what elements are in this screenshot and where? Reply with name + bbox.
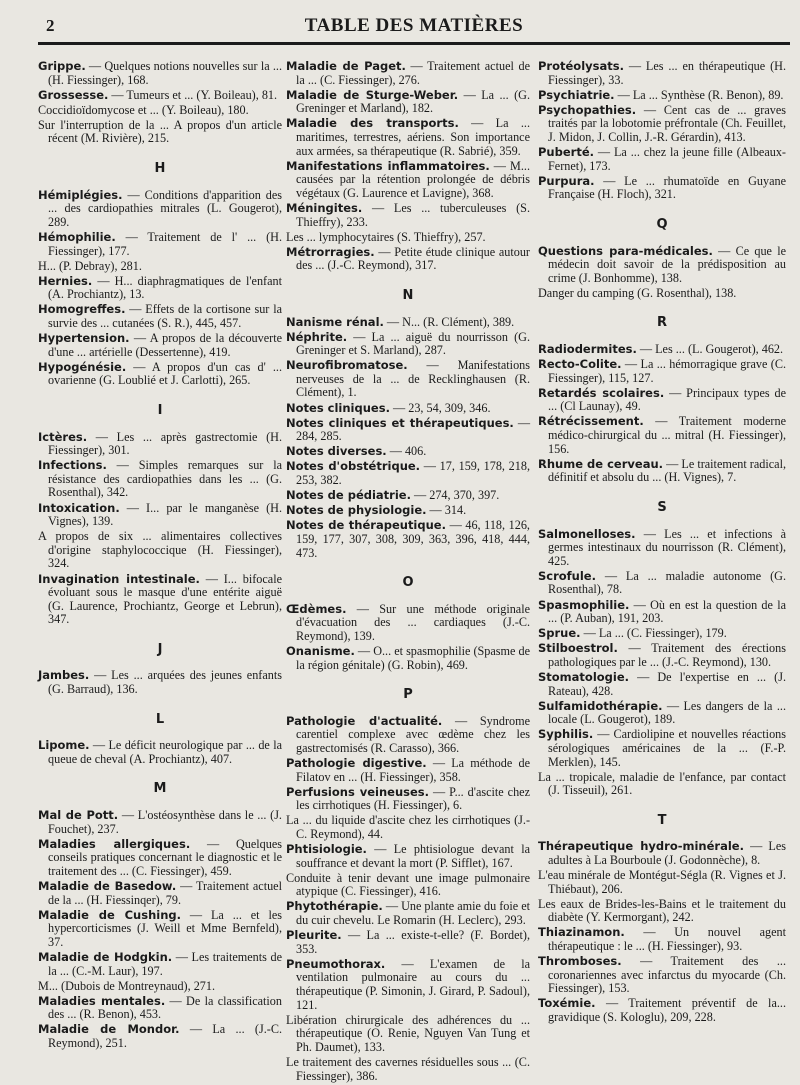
index-text: — La ... maritimes, terrestres, aériens. Son importance aux armées, sa thérapeutique (R. Sabrié), 359. (296, 116, 530, 158)
index-text: — Le déficit neurologique par ... de la queue de cheval (A. Prochiantz), 407. (48, 738, 282, 766)
index-entry (286, 359, 530, 400)
index-entry (38, 739, 282, 766)
index-term: Grossesse. (38, 87, 109, 102)
index-entry (538, 458, 786, 485)
index-term: Grippe. (38, 59, 86, 73)
index-text: — L'examen de la ventilation pulmonaire au cours du ... thérapeutique (P. Simonin, J. Girard, P. Sadoul), 121. (296, 956, 530, 1012)
index-entry (286, 757, 530, 784)
index-entry (286, 402, 530, 416)
index-text: — Le traitement radical, définitif et absolu du ... (H. Vignes), 7. (548, 456, 786, 485)
index-entry (286, 246, 530, 273)
index-text: — Traitement des érections pathologiques par le ... (J.-C. Reymond), 130. (548, 641, 786, 669)
index-entry (538, 60, 786, 87)
index-entry (286, 316, 530, 330)
index-term: Thromboses. (538, 954, 622, 969)
page-title: TABLE DES MATIÈRES (304, 15, 524, 36)
index-term: Recto-Colite. (538, 357, 622, 372)
index-entry (286, 900, 530, 927)
index-entry (538, 627, 786, 641)
index-term: Intoxication. (38, 500, 120, 515)
index-subentry (538, 771, 786, 798)
index-term: Maladie de Paget. (286, 59, 406, 73)
index-term: Psychiatrie. (538, 87, 615, 102)
index-text: — O... et spasmophilie (Spasme de la région génitale) (G. Robin), 469. (296, 643, 530, 672)
index-term: Toxémie. (538, 996, 596, 1011)
index-text: — Une plante amie du foie et du cuir chevelu. Le Romarin (H. Leclerc), 293. (296, 899, 530, 928)
index-entry (538, 671, 786, 698)
index-text: — La ... existe-t-elle? (F. Bordet), 353. (296, 928, 530, 956)
index-term: Hypertension. (38, 331, 130, 346)
index-subentry (38, 260, 282, 274)
index-subentry (538, 287, 786, 301)
index-text: — Manifestations nerveuses de la ... de Recklinghausen (R. Clément), 1. (296, 358, 530, 400)
index-text: — Les ... en thérapeutique (H. Fiessinger), 33. (548, 59, 786, 87)
index-text: — Traitement moderne médico-chirurgical du ... mitral (H. Fiessinger), 156. (548, 414, 786, 456)
index-subentry (286, 489, 530, 503)
index-term: Rhume de cerveau. (538, 456, 664, 471)
index-text: — La ... et les hypercorticismes (J. Weill et Mme Bernfeld), 37. (48, 907, 282, 949)
index-text: — La ... Synthèse (R. Benon), 89. (614, 87, 784, 102)
index-entry (538, 955, 786, 996)
index-subentry (286, 872, 530, 899)
index-entry (38, 431, 282, 458)
index-entry (38, 332, 282, 359)
index-text: Sur l'interruption de la ... A propos d'un article récent (M. Rivière), 215. (38, 117, 282, 146)
index-term: Maladies allergiques. (38, 836, 191, 851)
index-text: — 284, 285. (296, 415, 531, 444)
index-term: Œdèmes. (286, 601, 347, 616)
index-text: Conduite à tenir devant une image pulmonaire atypique (C. Fiessinger), 416. (286, 870, 530, 899)
index-entry (286, 160, 530, 201)
index-text: — Les ... (L. Gougerot), 462. (636, 342, 784, 356)
index-entry (38, 459, 282, 500)
index-term: Purpura. (538, 173, 595, 188)
index-entry (538, 728, 786, 769)
index-term: Puberté. (538, 145, 594, 160)
index-column-2 (286, 60, 530, 1085)
index-subentry (538, 869, 786, 896)
index-term: Pathologie d'actualité. (286, 713, 443, 728)
index-term: Rétrécissement. (538, 414, 644, 429)
index-term: Hernies. (38, 273, 93, 288)
index-entry (38, 231, 282, 258)
index-text: — La ... (G. Greninger et Marland), 182. (296, 87, 530, 116)
index-text: Coccidioïdomycose et ... (Y. Boileau), 180. (38, 102, 249, 117)
index-text: — 17, 159, 178, 218, 253, 382. (296, 459, 530, 488)
index-entry (286, 202, 530, 229)
index-text: — Quelques notions nouvelles sur la ... (H. Fiessinger), 168. (48, 59, 282, 87)
index-entry (38, 838, 282, 879)
index-entry (38, 502, 282, 529)
index-term: Protéolysats. (538, 59, 624, 73)
index-term: Pleurite. (286, 928, 342, 943)
index-term: Stilboestrol. (538, 641, 618, 656)
index-term: Maladie des transports. (286, 116, 459, 131)
index-entry (538, 700, 786, 727)
index-term: Spasmophilie. (538, 597, 630, 612)
index-subentry (38, 119, 282, 146)
index-entry (38, 573, 282, 627)
index-entry (38, 995, 282, 1022)
index-text: — Sur une méthode originale d'évacuation des ... cardiaques (J.-C. Reymond), 139. (296, 601, 530, 643)
index-term: Salmonelloses. (538, 526, 636, 541)
index-term: Stomatologie. (538, 669, 630, 684)
index-entry (286, 60, 530, 87)
index-entry (38, 909, 282, 950)
index-text: — La ... maladie autonome (G. Rosenthal), 78. (548, 568, 786, 597)
index-entry (286, 715, 530, 756)
index-term: Notes d'obstétrique. (286, 459, 421, 474)
index-entry (38, 809, 282, 836)
index-entry (538, 528, 786, 569)
index-term: Infections. (38, 458, 107, 473)
index-text: — Effets de la cortisone sur la survie des ... cutanées (S. R.), 445, 457. (48, 302, 282, 330)
section-letter: H (154, 161, 166, 177)
index-entry (286, 117, 530, 158)
index-entry (38, 669, 282, 696)
index-text: — Cent cas de ... graves traités par la lobotomie préfrontale (Ch. Feuillet, J. Midon, J. Collin, J.-R. Gérardin), 413. (548, 102, 786, 144)
index-subentry (286, 814, 530, 841)
index-text: — N... (R. Clément), 389. (383, 314, 515, 329)
index-text: — Simples remarques sur la résistance des cardiopathies dans les ... (G. Rosenthal), 342. (48, 458, 282, 500)
index-text: — La ... aiguë du nourrisson (G. Greninger et S. Marland), 287. (296, 329, 530, 358)
section-letter: T (657, 812, 667, 828)
index-text: — Un nouvel agent thérapeutique : le ... (H. Fiessinger), 93. (548, 925, 786, 954)
index-entry (286, 843, 530, 870)
index-text: — La ... hémorragique grave (C. Fiessinger), 115, 127. (548, 357, 786, 385)
index-text: La ... du liquide d'ascite chez les cirrhotiques (J.-C. Reymond), 44. (286, 813, 530, 841)
index-term: Manifestations inflammatoires. (286, 158, 490, 173)
section-letter: P (403, 687, 413, 703)
index-text: — La ... chez la jeune fille (Albeaux-Fernet), 173. (548, 145, 786, 173)
index-subentry (286, 1014, 530, 1055)
index-entry (286, 417, 530, 444)
index-entry (38, 189, 282, 230)
index-term: Retardés scolaires. (538, 385, 665, 400)
index-term: Invagination intestinale. (38, 571, 200, 586)
index-term: Maladie de Basedow. (38, 879, 177, 893)
index-text: — 46, 118, 126, 159, 177, 307, 308, 309, 363, 396, 418, 444, 473. (296, 518, 530, 560)
index-term: Néphrite. (286, 329, 348, 344)
index-entry (286, 958, 530, 1012)
section-letter: J (157, 641, 163, 657)
index-column-1 (38, 60, 282, 1052)
index-entry (38, 361, 282, 388)
index-term: Phtisiologie. (286, 842, 367, 857)
index-term: Nanisme rénal. (286, 314, 384, 329)
index-term: Neurofibromatose. (286, 358, 408, 373)
index-text: — Le phtisiologue devant la souffrance et devant la mort (P. Sifflet), 167. (296, 842, 530, 870)
index-term: Pneumothorax. (286, 956, 386, 971)
index-text: Les ... lymphocytaires (S. Thieffry), 257. (286, 229, 486, 244)
index-text: — A propos d'un cas d' ... ovarienne (G. Loublié et J. Carlotti), 265. (48, 359, 282, 388)
index-text: — Traitement de l' ... (H. Fiessinger), 177. (48, 229, 282, 258)
index-term: Maladie de Cushing. (38, 907, 181, 922)
index-term: Notes de thérapeutique. (286, 518, 446, 533)
index-term: Homogreffes. (38, 302, 126, 317)
index-text: Les eaux de Brides-les-Bains et le traitement du diabète (Y. Kermorgant), 242. (538, 896, 786, 925)
index-entry (538, 104, 786, 145)
index-text: — Quelques conseils pratiques concernant le diagnostic et le traitement des ... (C. Fiessinger), 459. (48, 836, 283, 878)
index-subentry (538, 898, 786, 925)
index-term: Questions para-médicales. (538, 243, 713, 258)
index-text: — De la classification des ... (R. Benon), 453. (48, 993, 282, 1022)
index-text: — H... diaphragmatiques de l'enfant (A. Prochiantz), 13. (48, 273, 282, 302)
section-letter: N (402, 287, 414, 303)
index-subentry (286, 460, 530, 487)
index-text: — Les traitements de la ... (C.-M. Laur), 197. (48, 949, 283, 978)
index-text: — Traitement actuel de la ... (H. Fiessinqer), 79. (48, 879, 282, 907)
index-subentry (38, 104, 282, 118)
index-entry (38, 951, 282, 978)
index-text: — Traitement des ... coronariennes avec infarctus du myocarde (Ch. Fiessinger), 153. (548, 954, 786, 996)
index-subentry (38, 530, 282, 571)
index-entry (286, 331, 530, 358)
index-entry (538, 175, 786, 202)
index-text: — Les ... et infections à germes intestinaux du nourrisson (R. Clément), 425. (548, 526, 786, 568)
index-term: Notes diverses. (286, 444, 387, 459)
index-text: — A propos de la découverte d'une ... artérielle (Dessertenne), 419. (48, 331, 282, 359)
index-entry (538, 387, 786, 414)
index-text: Le traitement des cavernes résiduelles sous ... (C. Fiessinger), 386. (286, 1055, 530, 1083)
index-column-3 (538, 60, 786, 1026)
index-subentry (286, 231, 530, 245)
index-entry (286, 929, 530, 956)
index-text: — Les ... arquées des jeunes enfants (G. Barraud), 136. (48, 668, 282, 697)
index-term: Radiodermites. (538, 342, 637, 356)
index-text: — 406. (386, 444, 427, 459)
index-text: — 274, 370, 397. (410, 488, 500, 503)
index-entry (538, 415, 786, 456)
index-term: Syphilis. (538, 727, 594, 742)
index-text: L'eau minérale de Montégut-Ségla (R. Vignes et J. Thiébaut), 206. (538, 868, 786, 896)
index-text: — Les dangers de la ... locale (L. Gougerot), 189. (548, 698, 786, 727)
index-text: — L'ostéosynthèse dans le ... (J. Fouchet), 237. (48, 808, 282, 836)
index-text: — 23, 54, 309, 346. (389, 400, 491, 415)
index-term: Notes de pédiatrie. (286, 488, 411, 503)
index-text: — De l'expertise en ... (J. Rateau), 428. (548, 669, 786, 698)
index-text: La ... tropicale, maladie de l'enfance, par contact (J. Tisseuil), 261. (538, 769, 786, 798)
index-text: — Tumeurs et ... (Y. Boileau), 81. (108, 87, 278, 102)
index-term: Onanisme. (286, 643, 355, 658)
index-entry (38, 60, 282, 87)
index-text: — Ce que le médecin doit savoir de la prédisposition au crime (J. Bonhomme), 138. (548, 243, 786, 285)
index-term: Notes cliniques et thérapeutiques. (286, 415, 514, 430)
index-entry (38, 303, 282, 330)
index-term: Sulfamidothérapie. (538, 698, 663, 713)
index-term: Notes cliniques. (286, 400, 390, 415)
index-entry (538, 343, 786, 357)
index-text: A propos de six ... alimentaires collectives d'origine staphylococcique (H. Fiessinger), 324. (38, 529, 282, 571)
index-text: — La ... (C. Fiessinger), 179. (580, 626, 727, 641)
index-text: — Cardiolipine et nouvelles réactions sérologiques américaines de la ... (F.-P. Merklen), 145. (548, 727, 786, 769)
index-entry (538, 146, 786, 173)
index-term: Jambes. (38, 668, 90, 683)
index-term: Lipome. (38, 738, 90, 753)
index-text: — La ... (J.-C. Reymond), 251. (48, 1022, 283, 1051)
index-term: Scrofule. (538, 568, 596, 583)
index-term: Maladies mentales. (38, 993, 166, 1008)
index-text: — I... par le manganèse (H. Vignes), 139. (48, 500, 282, 529)
index-term: Perfusions veineuses. (286, 784, 430, 799)
section-letter: Q (656, 216, 668, 232)
index-text: — 314. (426, 503, 467, 518)
index-entry (38, 275, 282, 302)
page-number: 2 (46, 16, 55, 35)
index-entry (538, 245, 786, 286)
section-letter: S (657, 499, 667, 515)
section-letter: L (155, 711, 165, 727)
index-text: — P... d'ascite chez les cirrhotiques (H. Fiessinger), 6. (296, 784, 530, 813)
index-text: — Traitement actuel de la ... (C. Fiessinger), 276. (296, 59, 530, 87)
index-text: — Syndrome carentiel complexe avec œdème chez les gastrectomisés (R. Carasso), 366. (296, 713, 530, 755)
index-entry (286, 89, 530, 116)
index-term: Sprue. (538, 626, 581, 641)
index-entry (538, 599, 786, 626)
index-term: Hypogénésie. (38, 359, 127, 374)
index-text: Libération chirurgicale des adhérences du ... thérapeutique (O. Renie, Nguyen Van Tung et Ph. Daumet), 133. (286, 1012, 530, 1054)
page-header (38, 12, 790, 45)
index-text: — Conditions d'apparition des ... des cardiopathies mitrales (L. Gougerot), 289. (48, 187, 282, 229)
index-term: Phytothérapie. (286, 899, 383, 914)
index-term: Hémophilie. (38, 229, 116, 244)
index-term: Thérapeutique hydro-minérale. (538, 839, 744, 854)
index-entry (538, 570, 786, 597)
section-letter: R (656, 315, 667, 331)
index-term: Maladie de Mondor. (38, 1022, 180, 1037)
index-term: Maladie de Hodgkin. (38, 949, 173, 964)
index-term: Méningites. (286, 200, 363, 215)
index-term: Thiazinamon. (538, 925, 625, 940)
index-text: — Où en est la question de la ... (P. Auban), 191, 203. (548, 597, 786, 626)
index-entry (538, 997, 786, 1024)
index-entry (38, 89, 282, 103)
index-subentry (38, 980, 282, 994)
index-entry (38, 880, 282, 907)
index-text: — Les ... tuberculeuses (S. Thieffry), 233. (296, 200, 530, 229)
index-text: H... (P. Debray), 281. (38, 258, 142, 273)
index-entry (538, 358, 786, 385)
section-letter: I (157, 402, 163, 418)
index-term: Métrorragies. (286, 244, 375, 259)
index-entry (538, 840, 786, 867)
index-term: Notes de physiologie. (286, 503, 427, 518)
index-entry (538, 89, 786, 103)
index-text: — La méthode de Filatov en ... (H. Fiessinger), 358. (296, 756, 530, 784)
index-subentry (286, 1056, 530, 1083)
index-text: — Principaux types de ... (Cl Launay), 49. (548, 385, 786, 414)
index-term: Mal de Pott. (38, 808, 119, 823)
index-subentry (286, 504, 530, 518)
index-entry (286, 645, 530, 672)
index-text: — Le ... rhumatoïde en Guyane Française (H. Floch), 321. (548, 173, 786, 202)
index-text: — Les ... après gastrectomie (H. Fiessinger), 301. (48, 429, 282, 458)
index-entry (38, 1023, 282, 1050)
section-letter: O (402, 575, 414, 591)
index-term: Psychopathies. (538, 102, 637, 117)
index-subentry (286, 445, 530, 459)
index-entry (286, 603, 530, 644)
index-term: Pathologie digestive. (286, 756, 427, 771)
index-term: Ictères. (38, 429, 88, 444)
section-letter: M (153, 781, 167, 797)
index-text: Danger du camping (G. Rosenthal), 138. (538, 285, 737, 300)
index-text: — Petite étude clinique autour des ... (J.-C. Reymond), 317. (296, 244, 530, 273)
index-entry (538, 926, 786, 953)
index-entry (538, 642, 786, 669)
index-text: M... (Dubois de Montreynaud), 271. (38, 978, 216, 993)
index-text: — I... bifocale évoluant sous le masque d'une entérite aiguë (G. Laurence, Prochiantz, George et Lebrun), 347. (48, 571, 282, 627)
index-text: — M... causées par la rétention prolongée de débris végétaux (G. Laurence et Lavigne), 368. (296, 158, 530, 200)
index-text: — Traitement préventif de la... gravidique (S. Kologlu), 209, 228. (548, 996, 786, 1025)
index-text: — Les adultes à La Bourboule (J. Godonnèche), 8. (548, 839, 786, 867)
index-term: Maladie de Sturge-Weber. (286, 87, 459, 102)
index-subentry (286, 519, 530, 560)
index-term: Hémiplégies. (38, 187, 123, 202)
index-entry (286, 786, 530, 813)
